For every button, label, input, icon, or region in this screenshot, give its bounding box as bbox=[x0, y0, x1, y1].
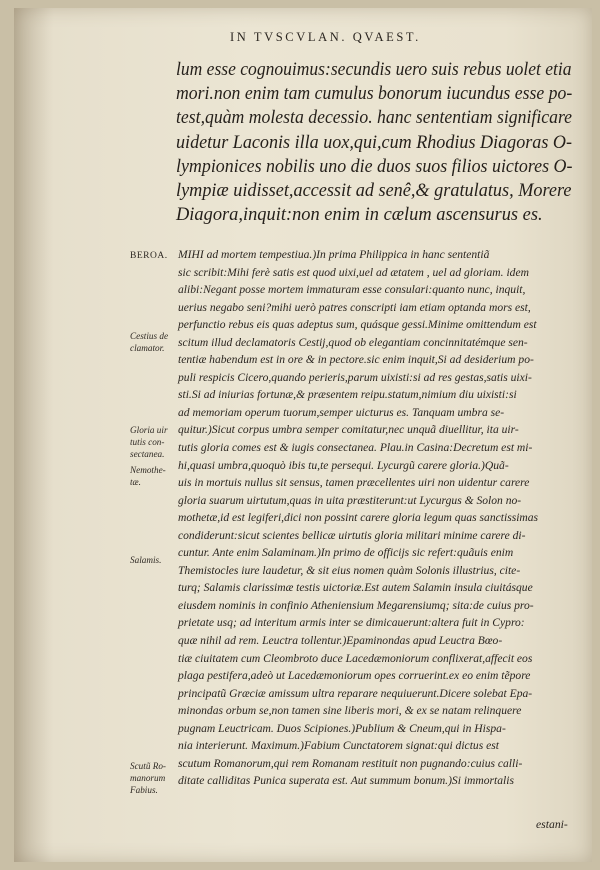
commentary-line: turq; Salamis clarissimæ testis uictoriæ.Est autem Salamin insula ciuitásque bbox=[178, 581, 533, 595]
commentary-line: condiderunt:sicut scientes bellicæ uirtutis gloria militari minime carere di- bbox=[178, 528, 526, 542]
marginal-note-line: Nemothe- bbox=[130, 465, 166, 475]
commentary-line: alibi:Negant posse mortem immaturam esse consulari:quanto nunc, inquit, bbox=[178, 283, 526, 297]
marginal-note-cestius bbox=[130, 330, 180, 354]
commentary-line: tutis gloria comes est & iugis consectanea. Plau.in Casina:Decretum est mi- bbox=[178, 441, 533, 455]
quotation-line: test,quàm molesta decessio. hanc sententiam significare bbox=[176, 107, 573, 129]
commentary-line: gloria suarum uirtutum,quas in uita præstiterunt:ut Lycurgus & Solon no- bbox=[178, 493, 522, 507]
commentary-line: tentiæ habendum est in ore & in pectore.sic enim inquit,Si ad desiderium po- bbox=[178, 353, 534, 367]
quotation-line: lum esse cognouimus:secundis uero suis rebus uolet etia bbox=[176, 59, 572, 80]
running-head: IN TVSCVLAN. QVAEST. bbox=[230, 30, 421, 44]
marginal-note-line: Gloria uir bbox=[130, 425, 168, 435]
marginal-note-line: Cestius de bbox=[130, 331, 169, 341]
marginal-note-line: manorum bbox=[130, 773, 166, 783]
marginal-note-gloria bbox=[130, 424, 180, 460]
commentary-line: ad memoriam operum tuorum,semper uicturus es. Tanquam umbra se- bbox=[178, 405, 505, 419]
commentary-line: cuntur. Ante enim Salaminam.)In primo de officijs sic refert:quãuis enim bbox=[178, 546, 514, 560]
commentary-line: quitur.)Sicut corpus umbra semper comitatur,nec unquã diuellitur, ita uir- bbox=[178, 423, 519, 437]
commentary-line: quæ nihil ad rem. Leuctra tollentur.)Epaminondas apud Leuctra Bœo- bbox=[178, 634, 503, 648]
commentary-line: prietate usq; ad interitum armis inter se dimicauerunt:altera fuit in Cypro: bbox=[178, 616, 525, 630]
commentary-line: mothetæ,id est legiferi,dici non possint carere gloria legum quas sanctissimas bbox=[178, 511, 539, 525]
commentary-line: principatũ Græciæ amissum ultra reparare nequiuerunt.Dicere solebat Epa- bbox=[178, 686, 533, 700]
marginal-note-line: BEROA. bbox=[130, 251, 168, 261]
commentary-line: sic scribit:Mihi ferè satis est quod uixi,uel ad ætatem , uel ad gloriam. idem bbox=[178, 265, 529, 279]
commentary-line: perfunctio rebus eis quas adeptus sum, quásque gessi.Minime omittendum est bbox=[178, 318, 537, 332]
quotation-block bbox=[176, 58, 576, 227]
commentary-line: plaga pestifera,adeò ut Lacedæmoniorum opes corruerint.ex eo enim tẽpore bbox=[178, 669, 531, 683]
marginal-note-scutum bbox=[130, 760, 180, 796]
commentary-line: hi,quasi umbra,quoquò ibis tu,te persequi. Lycurgũ carere gloria.)Quã- bbox=[178, 458, 509, 472]
commentary-line: sti.Si ad iniurias fortunæ,& præsentem reipu.statum,nimium diu uixisti:si bbox=[178, 388, 517, 402]
marginal-note-nomothetae bbox=[130, 464, 180, 488]
commentary-block bbox=[178, 246, 578, 790]
marginal-note-line: Salamis. bbox=[130, 555, 162, 565]
commentary-line: Themistocles iure laudetur, & sit eius nomen quàm Solonis illustrius, cite- bbox=[178, 563, 521, 577]
commentary-line: scitum illud declamatoris Cestij,quod ob elegantiam concinnitatémque sen- bbox=[178, 335, 528, 349]
quotation-line: uidetur Laconis illa uox,qui,cum Rhodius Diagoras O- bbox=[176, 131, 572, 153]
marginal-note-line: sectanea. bbox=[130, 449, 165, 459]
quotation-line: lympionices nobilis uno die duos suos filios uictores O- bbox=[176, 155, 573, 177]
catchword: estani- bbox=[536, 818, 568, 831]
commentary-line: uerius negabo seni?mihi uerò patres conscripti iam etiam optanda mors est, bbox=[178, 300, 531, 314]
commentary-line: puli respicis Cicero,quando perieris,parum uixisti:si ad res gestas,satis uixi- bbox=[178, 370, 532, 384]
marginal-note-beroa bbox=[130, 250, 180, 262]
commentary-line: uis in mortuis nullus sit sensus, tamen præcellentes uiri non uidentur carere bbox=[178, 476, 530, 490]
commentary-line: minondas orbum se,non tamen sine liberis mori, & ex se natam relinquere bbox=[178, 704, 522, 718]
marginal-note-line: tutis con- bbox=[130, 437, 165, 447]
marginal-note-line: Fabius. bbox=[130, 785, 158, 795]
marginal-note-line: tæ. bbox=[130, 477, 141, 487]
quotation-line: lympiæ uidisset,accessit ad senê,& gratulatus, Morere bbox=[176, 180, 572, 202]
commentary-line: eiusdem nominis in confinio Atheniensium Megarensiumq; sita:de cuius pro- bbox=[178, 598, 534, 612]
quotation-line: Diagora,inquit:non enim in cælum ascensurus es. bbox=[176, 204, 543, 226]
commentary-line: pugnam Leuctricam. Duos Scipiones.)Publium & Cneum,qui in Hispa- bbox=[178, 721, 506, 735]
commentary-line: MIHI ad mortem tempestiua.)In prima Philippica in hanc sententiã bbox=[178, 248, 490, 261]
quotation-line: mori.non enim tam cumulus bonorum iucundus esse po- bbox=[176, 83, 573, 105]
commentary-line: nia interierunt. Maximum.)Fabium Cunctatorem signat:qui dictus est bbox=[178, 739, 499, 753]
marginal-note-salamis bbox=[130, 554, 180, 566]
marginal-note-line: Scutũ Ro- bbox=[130, 761, 166, 771]
commentary-line: tiæ ciuitatem cum Cleombroto duce Lacedæmoniorum conflixerat,affecit eos bbox=[178, 651, 533, 665]
commentary-line: scutum Romanorum,qui rem Romanam restituit non pugnando:cuius calli- bbox=[178, 756, 523, 770]
marginal-note-line: clamator. bbox=[130, 343, 165, 353]
commentary-line: ditate calliditas Punica superata est. Aut summum bonum.)Si immortalis bbox=[178, 774, 514, 788]
